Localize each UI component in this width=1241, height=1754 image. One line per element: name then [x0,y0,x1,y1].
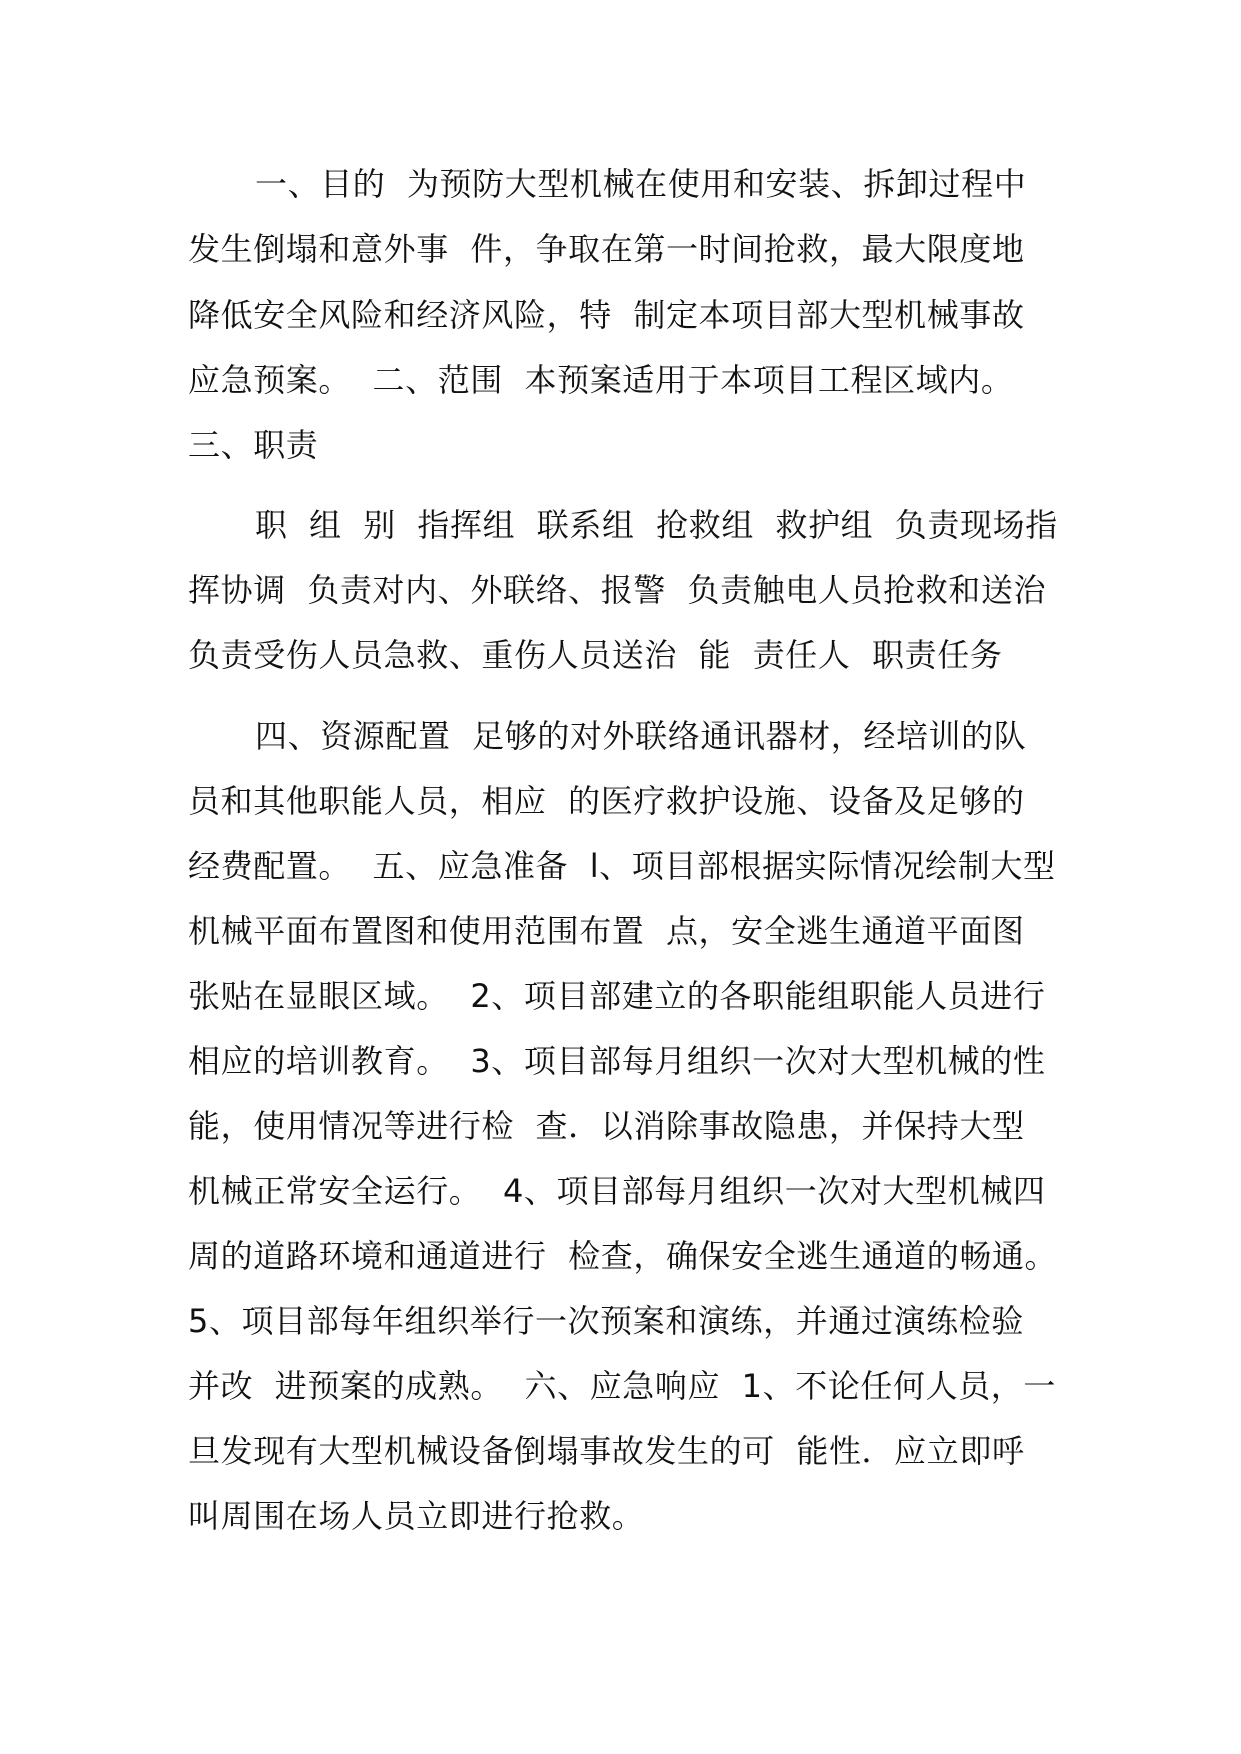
text-line: 职 组 别 指挥组 联系组 抢救组 救护组 负责现场指 [255,506,1058,544]
text-line: 叫周围在场人员立即进行抢救。 [188,1497,645,1535]
text-line: 并改 进预案的成熟。 六、应急响应 1、不论任何人员，一 [188,1367,1056,1405]
text-line: 能，使用情况等进行检 查．以消除事故隐患，并保持大型 [188,1107,1025,1145]
text-line: 挥协调 负责对内、外联络、报警 负责触电人员抢救和送治 [188,571,1047,609]
text-line: 张贴在显眼区域。 2、项目部建立的各职能组职能人员进行 [188,977,1046,1015]
text-line: 负责受伤人员急救、重伤人员送治 能 责任人 职责任务 [188,636,1003,674]
text-line: 周的道路环境和通道进行 检查，确保安全逃生通道的畅通。 [188,1237,1058,1275]
text-line: 一、目的 为预防大型机械在使用和安装、拆卸过程中 [255,165,1027,203]
text-line: 三、职责 [188,426,319,464]
text-line: 降低安全风险和经济风险，特 制定本项目部大型机械事故 [188,296,1025,334]
text-line: 经费配置。 五、应急准备 l、项目部根据实际情况绘制大型 [188,847,1056,885]
text-line: 相应的培训教育。 3、项目部每月组织一次对大型机械的性 [188,1042,1046,1080]
text-line: 四、资源配置 足够的对外联络通讯器材，经培训的队 [255,717,1027,755]
text-line: 旦发现有大型机械设备倒塌事故发生的可 能性．应立即呼 [188,1432,1025,1470]
text-line: 员和其他职能人员，相应 的医疗救护设施、设备及足够的 [188,782,1025,820]
text-line: 应急预案。 二、范围 本预案适用于本项目工程区域内。 [188,361,1014,399]
text-line: 5、项目部每年组织举行一次预案和演练，并通过演练检验 [188,1302,1024,1340]
text-line: 发生倒塌和意外事 件，争取在第一时间抢救，最大限度地 [188,230,1025,268]
text-line: 机械平面布置图和使用范围布置 点，安全逃生通道平面图 [188,912,1025,950]
text-line: 机械正常安全运行。 4、项目部每月组织一次对大型机械四 [188,1172,1046,1210]
